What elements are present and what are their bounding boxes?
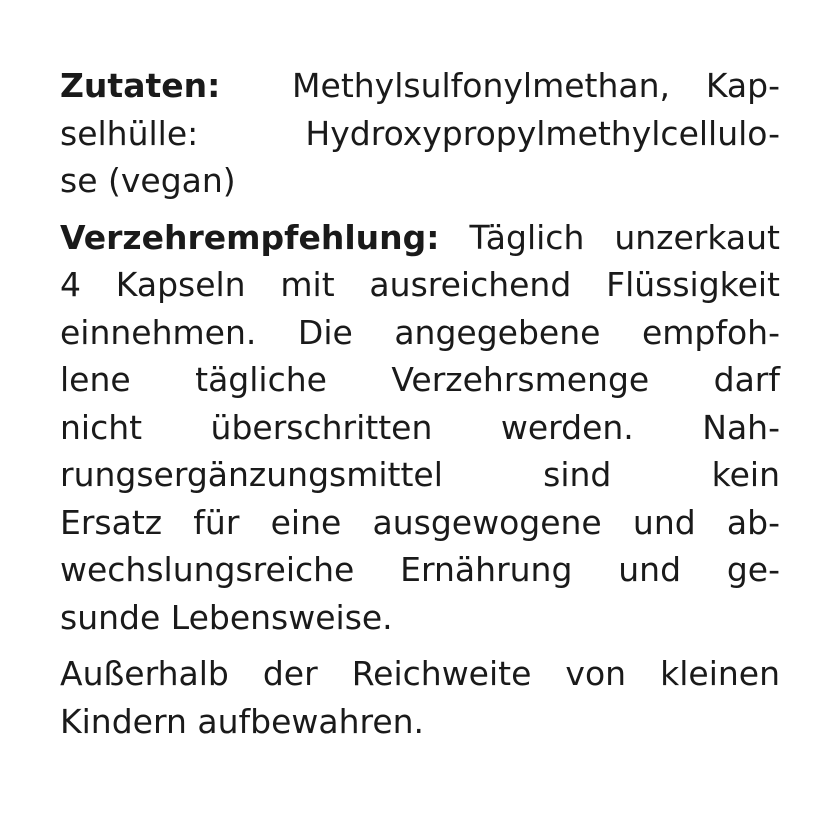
ingredients-heading: Zutaten: — [60, 66, 221, 105]
recommendation-text: Täglich unzerkaut — [469, 217, 780, 257]
recommendation-line: sunde Lebensweise. — [60, 597, 393, 637]
recommendation-line: lene tägliche Verzehrsmenge darf — [60, 360, 780, 399]
storage-paragraph — [60, 650, 780, 745]
recommendation-line: rungsergänzungsmittel sind kein — [60, 455, 780, 494]
storage-line: Außerhalb der Reichweite von kleinen — [60, 654, 780, 693]
ingredients-line — [60, 62, 780, 110]
recommendation-line: einnehmen. Die angegebene empfoh- — [60, 312, 780, 352]
recommendation-heading: Verzehrempfehlung: — [60, 217, 440, 257]
recommendation-line — [60, 214, 780, 262]
ingredients-paragraph — [60, 62, 780, 205]
recommendation-line: wechslungsreiche Ernährung und ge- — [60, 550, 780, 589]
recommendation-line: Ersatz für eine ausgewogene und ab- — [60, 502, 780, 542]
storage-line: Kindern aufbewahren. — [60, 701, 425, 741]
recommendation-line: nicht überschritten werden. Nah- — [60, 407, 780, 447]
ingredients-line: se (vegan) — [60, 161, 236, 200]
product-label-text — [60, 62, 780, 754]
ingredients-text: Methylsulfonylmethan, Kap- — [292, 66, 780, 105]
recommendation-line: 4 Kapseln mit ausreichend Flüssigkeit — [60, 265, 780, 304]
recommendation-paragraph — [60, 214, 780, 642]
ingredients-line: selhülle: Hydroxypropylmethylcellulo- — [60, 113, 780, 153]
